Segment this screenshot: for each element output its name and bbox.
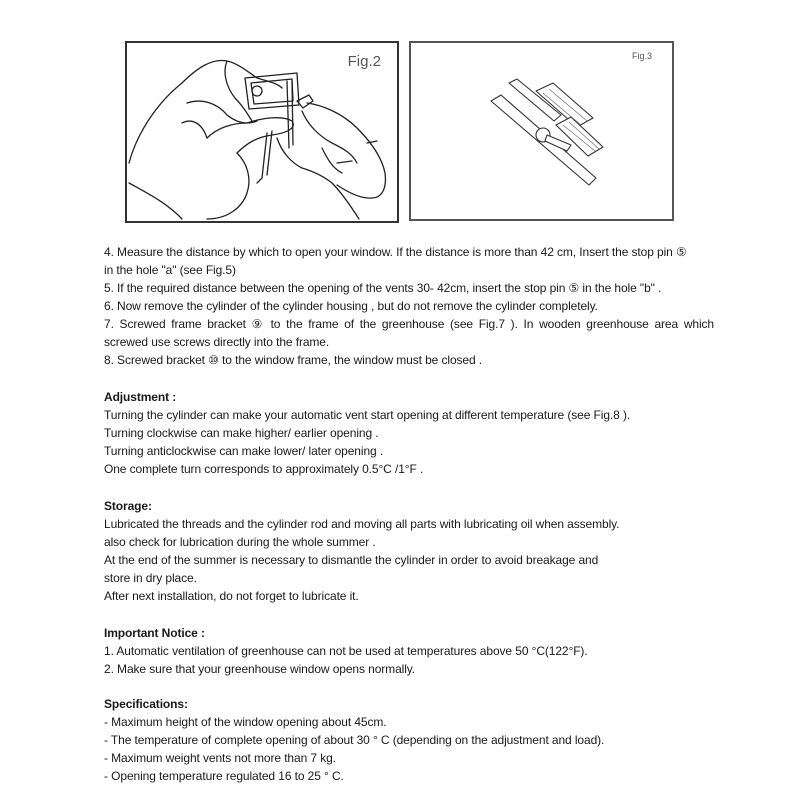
adjustment-section xyxy=(104,388,714,478)
important-notice-section xyxy=(104,624,714,678)
storage-line: store in dry place. xyxy=(104,571,197,585)
storage-line: also check for lubrication during the whole summer . xyxy=(104,535,376,549)
notice-line: 1. Automatic ventilation of greenhouse can not be used at temperatures above 50 °C(122°F). xyxy=(104,644,588,658)
adjustment-heading: Adjustment : xyxy=(104,390,177,404)
adjustment-line: Turning clockwise can make higher/ earlier opening . xyxy=(104,426,379,440)
bracket-hinge-illustration xyxy=(411,43,672,219)
storage-line: At the end of the summer is necessary to dismantle the cylinder in order to avoid breakage and xyxy=(104,553,599,567)
specifications-section xyxy=(104,695,714,785)
step-4-line-2: in the hole "a" (see Fig.5) xyxy=(104,263,236,277)
specifications-heading: Specifications: xyxy=(104,697,188,711)
storage-heading: Storage: xyxy=(104,499,152,513)
adjustment-line: Turning the cylinder can make your automatic vent start opening at different temperature (see Fig.8 ). xyxy=(104,408,631,422)
storage-line: After next installation, do not forget to lubricate it. xyxy=(104,589,359,603)
spec-line: - Maximum height of the window opening about 45cm. xyxy=(104,715,387,729)
figure-3 xyxy=(409,41,674,221)
step-8: 8. Screwed bracket ⑩ to the window frame, the window must be closed . xyxy=(104,353,483,367)
figure-3-label: Fig.3 xyxy=(631,51,652,61)
storage-section xyxy=(104,497,714,605)
spec-line: - Opening temperature regulated 16 to 25 ° C. xyxy=(104,769,344,783)
installation-steps xyxy=(104,243,714,369)
notice-line: 2. Make sure that your greenhouse window opens normally. xyxy=(104,662,416,676)
adjustment-line: Turning anticlockwise can make lower/ later opening . xyxy=(104,444,384,458)
step-5: 5. If the required distance between the opening of the vents 30- 42cm, insert the stop pin ⑤ in the hole "b" . xyxy=(104,281,662,295)
figure-2-label: Fig.2 xyxy=(347,53,381,70)
adjustment-line: One complete turn corresponds to approximately 0.5°C /1°F . xyxy=(104,462,424,476)
notice-heading: Important Notice : xyxy=(104,626,205,640)
spec-line: - Maximum weight vents not more than 7 kg. xyxy=(104,751,336,765)
step-7-line-2: screwed use screws directly into the frame. xyxy=(104,335,330,349)
step-4-line-1: 4. Measure the distance by which to open your window. If the distance is more than 42 cm, Insert the stop pin ⑤ xyxy=(104,245,687,259)
spec-line: - The temperature of complete opening of about 30 ° C (depending on the adjustment and load). xyxy=(104,733,605,747)
step-6: 6. Now remove the cylinder of the cylinder housing , but do not remove the cylinder completely. xyxy=(104,299,598,313)
storage-line: Lubricated the threads and the cylinder rod and moving all parts with lubricating oil when assembly. xyxy=(104,517,620,531)
figure-2 xyxy=(125,41,399,223)
step-7-line-1: 7. Screwed frame bracket ⑨ to the frame of the greenhouse (see Fig.7 ). In wooden greenhouse area which xyxy=(104,317,714,331)
